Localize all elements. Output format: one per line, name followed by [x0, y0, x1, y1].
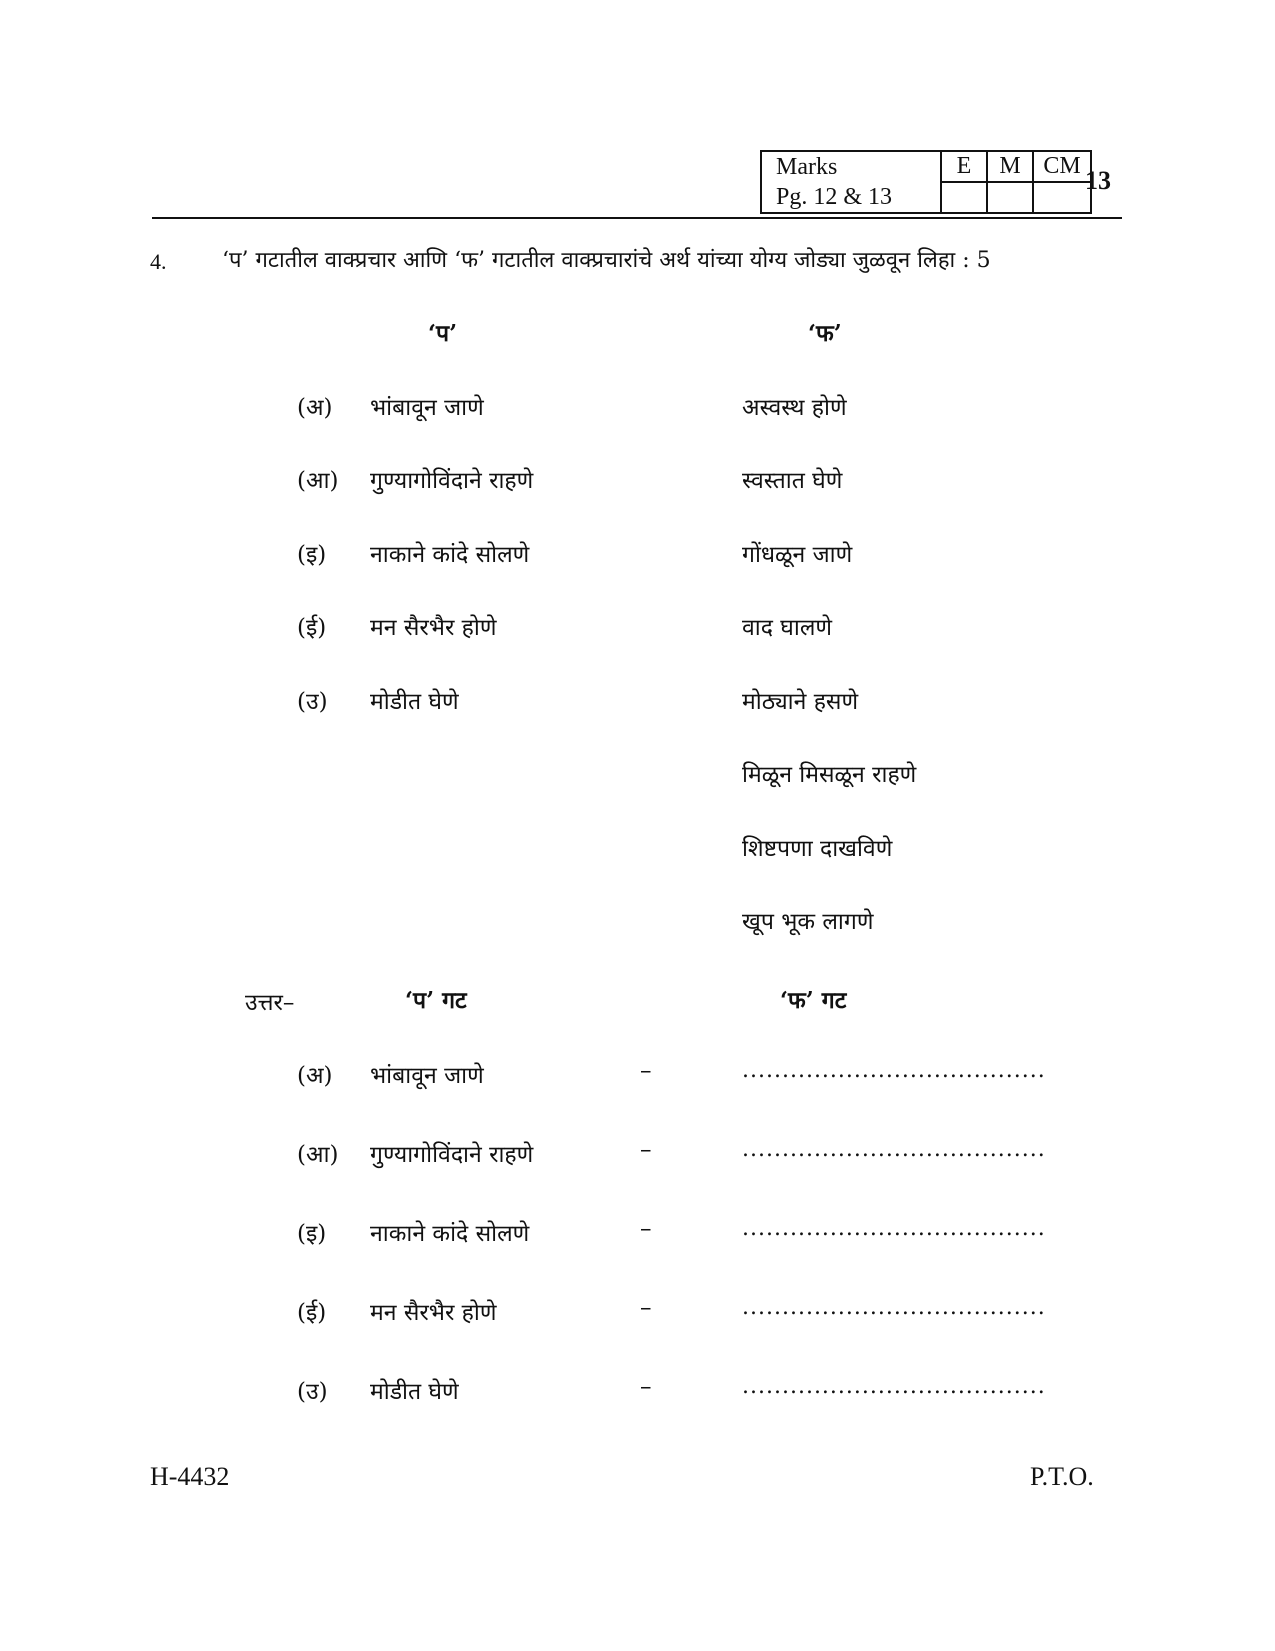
pa-item: भांबावून जाणे	[370, 395, 484, 421]
pha-item: खूप भूक लागणे	[742, 909, 874, 935]
pa-item: गुण्यागोविंदाने राहणे	[370, 468, 534, 494]
pa-item-marker: (उ)	[297, 689, 328, 715]
answer-row-marker: (अ)	[297, 1063, 333, 1089]
answer-row-dash: –	[640, 1137, 652, 1163]
pha-item: गोंधळून जाणे	[742, 542, 853, 568]
pto-label: P.T.O.	[1030, 1462, 1094, 1491]
answer-blank[interactable]: ......................................	[742, 1137, 1046, 1162]
page-number: 13	[1085, 166, 1111, 195]
answer-row-item: गुण्यागोविंदाने राहणे	[370, 1142, 534, 1168]
marks-cell-e	[941, 182, 987, 213]
answer-row-item: मोडीत घेणे	[370, 1379, 459, 1405]
marks-pages: Pg. 12 & 13	[761, 182, 941, 213]
marks-cell-m	[987, 182, 1033, 213]
pha-column-header: ‘फ’	[808, 320, 842, 347]
pa-item-marker: (इ)	[297, 542, 327, 568]
pha-item: मिळून मिसळून राहणे	[742, 762, 917, 788]
pa-item: मन सैरभैर होणे	[370, 615, 497, 641]
answer-blank[interactable]: ......................................	[742, 1295, 1046, 1320]
answer-row-marker: (उ)	[297, 1379, 328, 1405]
answer-row-item: मन सैरभैर होणे	[370, 1300, 497, 1326]
marks-col-cm: CM	[1033, 151, 1091, 182]
paper-code: H-4432	[150, 1462, 230, 1491]
answer-label: उत्तर–	[245, 990, 295, 1016]
answer-pha-header: ‘फ’ गट	[780, 987, 847, 1014]
pha-item: स्वस्तात घेणे	[742, 468, 843, 494]
marks-col-m: M	[987, 151, 1033, 182]
marks-col-e: E	[941, 151, 987, 182]
answer-row-dash: –	[640, 1216, 652, 1242]
answer-blank[interactable]: ......................................	[742, 1374, 1046, 1399]
pa-item-marker: (आ)	[297, 468, 339, 494]
answer-row-marker: (आ)	[297, 1142, 339, 1168]
pa-item: मोडीत घेणे	[370, 689, 459, 715]
marks-box	[760, 150, 1092, 214]
header-rule	[152, 217, 1122, 219]
answer-row-item: नाकाने कांदे सोलणे	[370, 1221, 530, 1247]
pa-item-marker: (ई)	[297, 615, 327, 641]
pha-item: शिष्टपणा दाखविणे	[742, 836, 893, 862]
answer-pa-header: ‘प’ गट	[405, 987, 467, 1014]
pha-item: मोठ्याने हसणे	[742, 689, 859, 715]
answer-row-dash: –	[640, 1374, 652, 1400]
answer-blank[interactable]: ......................................	[742, 1058, 1046, 1083]
answer-row-marker: (ई)	[297, 1300, 327, 1326]
marks-label: Marks	[761, 151, 941, 182]
pa-item-marker: (अ)	[297, 395, 333, 421]
answer-row-dash: –	[640, 1058, 652, 1084]
question-text: ‘प’ गटातील वाक्प्रचार आणि ‘फ’ गटातील वाक्प्रचारांचे अर्थ यांच्या योग्य जोड्या जुळवून लिहा : 5	[222, 248, 991, 273]
marks-cell-cm	[1033, 182, 1091, 213]
pha-item: अस्वस्थ होणे	[742, 395, 847, 421]
pa-column-header: ‘प’	[428, 320, 458, 347]
pa-item: नाकाने कांदे सोलणे	[370, 542, 530, 568]
pha-item: वाद घालणे	[742, 615, 833, 641]
answer-row-marker: (इ)	[297, 1221, 327, 1247]
question-number: 4.	[150, 249, 167, 274]
answer-blank[interactable]: ......................................	[742, 1216, 1046, 1241]
answer-row-dash: –	[640, 1295, 652, 1321]
answer-row-item: भांबावून जाणे	[370, 1063, 484, 1089]
